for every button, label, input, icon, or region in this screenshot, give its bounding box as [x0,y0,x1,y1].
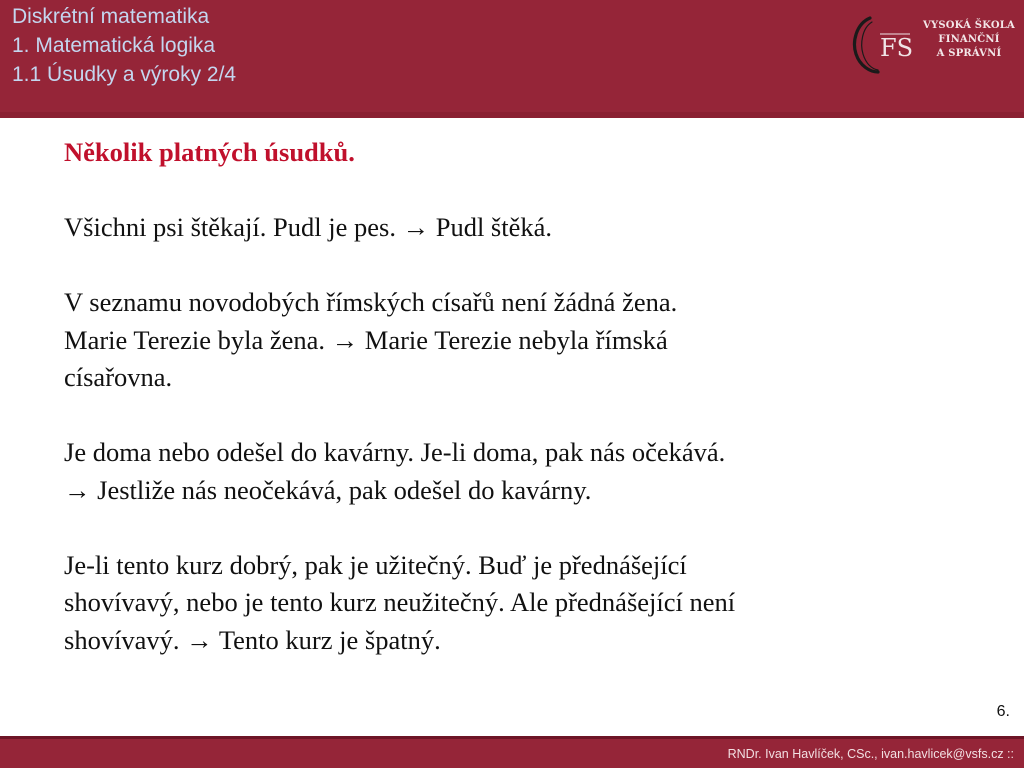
logo-text [920,19,1018,61]
argument-2-line-3: císařovna. [64,362,173,392]
argument-1-line-1: Všichni psi štěkají. Pudl je pes. → Pudl štěká. [64,212,553,242]
argument-4-line-3: shovívavý. → Tento kurz je špatný. [64,624,441,655]
header-band [0,0,1024,118]
course-title: Diskrétní matematika [12,5,210,28]
slide-heading: Několik platných úsudků. [64,137,355,167]
spacer [64,172,964,210]
argument-3 [64,434,964,509]
argument-4-line-1: Je-li tento kurz dobrý, pak je užitečný. Buď je přednášející [64,549,687,580]
argument-4 [64,547,964,660]
argument-3-line-1: Je doma nebo odešel do kavárny. Je-li doma, pak nás očekává. [64,437,726,467]
argument-4-line-2: shovívavý, nebo je tento kurz neužitečný. Ale přednášející není [64,587,736,617]
header-titles [12,2,236,89]
argument-2-line-1: V seznamu novodobých římských císařů není žádná žena. [64,287,678,317]
logo-mark-icon [852,14,920,74]
school-logo [852,14,1018,74]
spacer [64,247,964,285]
argument-2-line-2: Marie Terezie byla žena. → Marie Terezie nebyla římská [64,324,668,355]
logo-line-2: FINANČNÍ [938,34,1000,45]
logo-line-1: VYSOKÁ ŠKOLA [923,20,1015,31]
slide-content [64,134,964,659]
argument-1 [64,209,964,247]
argument-2 [64,284,964,397]
page-number: 6. [996,703,1010,720]
section-title: 1.1 Úsudky a výroky 2/4 [12,63,237,86]
spacer [64,397,964,435]
footer-band [0,736,1024,768]
spacer [64,509,964,547]
logo-line-3: A SPRÁVNÍ [936,48,1002,59]
logo-mark-letters: FS [880,34,914,62]
chapter-title: 1. Matematická logika [12,34,216,57]
footer-author-contact: RNDr. Ivan Havlíček, CSc., ivan.havlicek@vsfs.cz :: [727,747,1014,761]
argument-3-line-2: → Jestliže nás neočekává, pak odešel do kavárny. [64,474,592,505]
